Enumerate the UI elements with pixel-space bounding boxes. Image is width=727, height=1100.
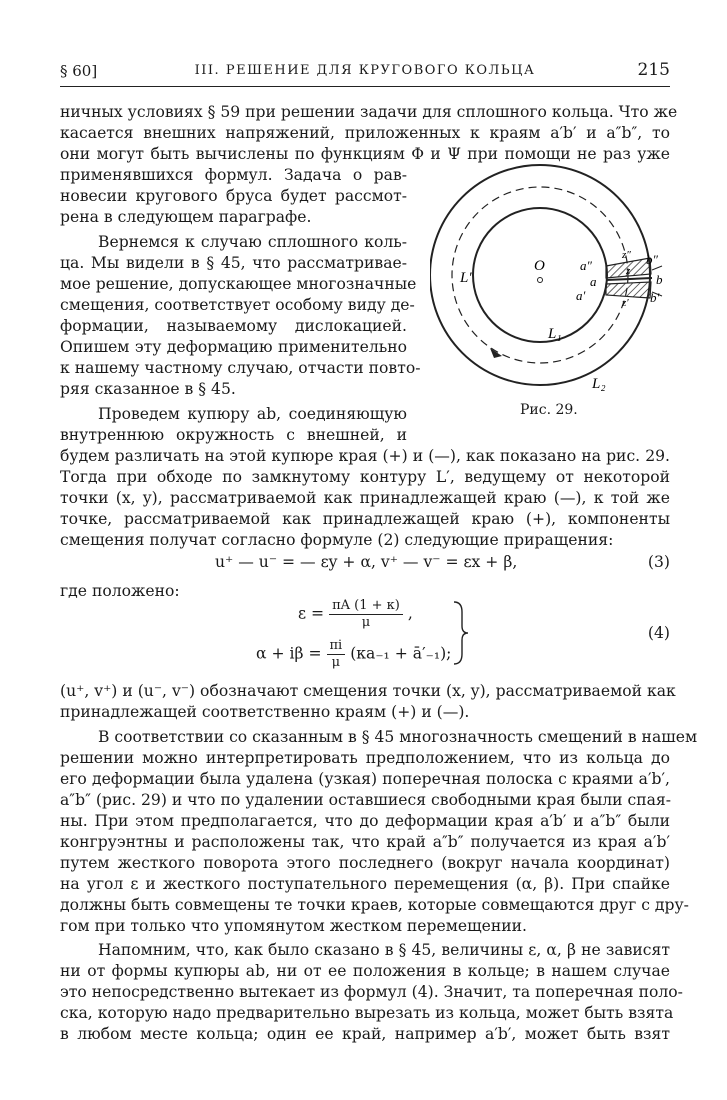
text-line: где положено: — [60, 582, 180, 600]
equation-3: u⁺ — u⁻ = — εy + α, v⁺ — v⁻ = εx + β, — [215, 553, 518, 571]
text-line: ска, которую надо предварительно вырезать из кольца, может быть взята — [60, 1004, 674, 1022]
text-line: к нашему частному случаю, отчасти повто- — [60, 359, 421, 377]
figure-29-ring-diagram — [430, 160, 680, 405]
equation-3-number: (3) — [647, 553, 670, 571]
text-line: ни от формы купюры ab, ни от ее положения в кольце; в нашем случае — [60, 962, 670, 980]
text-line: ничных условиях § 59 при решении задачи для сплошного кольца. Что же — [60, 103, 678, 121]
text-line: точке, рассматриваемой как принадлежащей краю (+), компоненты — [60, 510, 670, 528]
eq4-eps-fraction — [329, 598, 403, 631]
text-line: В соответствии со сказанным в § 45 многозначность смещений в нашем — [98, 728, 698, 746]
text-line: внутреннюю окружность с внешней, и — [60, 426, 407, 444]
label-z-prime: z′ — [622, 297, 629, 309]
text-line: мое решение, допускающее многозначные — [60, 275, 417, 293]
text-line: ряя сказанное в § 45. — [60, 380, 236, 398]
text-line: (u⁺, v⁺) и (u⁻, v⁻) обозначают смещения точки (x, y), рассматриваемой как — [60, 682, 676, 700]
running-header — [60, 62, 670, 86]
text-line: формации, называемому дислокацией. — [60, 317, 407, 335]
text-line: путем жесткого поворота этого последнего (вокруг начала координат) — [60, 854, 670, 872]
text-line: будем различать на этой купюре края (+) и (—), как показано на рис. 29. — [60, 447, 670, 465]
text-line: Напомним, что, как было сказано в § 45, величины ε, α, β не зависят — [98, 941, 670, 959]
equation-4-number: (4) — [647, 624, 670, 642]
text-line: новесии кругового бруса будет рассмот- — [60, 187, 407, 205]
label-o: O — [534, 258, 545, 274]
eq4-ab-denominator: μ — [331, 655, 341, 670]
text-line: решении можно интерпретировать предположением, что из кольца до — [60, 749, 670, 767]
text-line: Тогда при обходе по замкнутому контуру L′, ведущему от некоторой — [60, 468, 670, 486]
header-section: § 60] — [60, 62, 98, 80]
text-line: применявшихся формул. Задача о рав- — [60, 166, 407, 184]
label-b: b — [656, 272, 663, 287]
text-line: рена в следующем параграфе. — [60, 208, 312, 226]
label-l2: L₂ — [592, 376, 606, 392]
text-line: принадлежащей соответственно краям (+) и (—). — [60, 703, 470, 721]
eq4-eps-numerator: πA (1 + κ) — [329, 598, 403, 615]
header-title: III. РЕШЕНИЕ ДЛЯ КРУГОВОГО КОЛЬЦА — [194, 63, 536, 78]
text-line: они могут быть вычислены по функциям Φ и Ψ при помощи не раз уже — [60, 145, 670, 163]
header-rule — [60, 86, 670, 87]
label-z-double: z″ — [622, 249, 631, 261]
label-a: a — [590, 274, 597, 289]
text-line: конгруэнтны и расположены так, что край a″b″ получается из края a′b′ — [60, 833, 670, 851]
direction-arrow-icon — [490, 348, 502, 358]
eq4-eps-denominator: μ — [361, 615, 371, 630]
label-l-prime: L′ — [460, 270, 472, 286]
text-line: Проведем купюру ab, соединяющую — [98, 405, 407, 423]
text-line: должны быть совмещены те точки краев, которые совмещаются друг с дру- — [60, 896, 689, 914]
eq4-ab-fraction — [327, 638, 346, 671]
text-line: гом при только что упомянутом жестком перемещении. — [60, 917, 527, 935]
inner-circle — [473, 208, 607, 342]
label-a-prime: a′ — [576, 288, 586, 303]
label-b-prime: b′ — [650, 290, 660, 305]
text-line: ца. Мы видели в § 45, что рассматривае- — [60, 254, 407, 272]
eq4-eps-lhs: ε = — [298, 604, 325, 623]
label-b-double: b″ — [646, 252, 658, 267]
lower-strip — [606, 282, 651, 298]
eq4-ab-numerator: πi — [327, 638, 346, 655]
text-line: ны. При этом предполагается, что до деформации края a′b′ и a″b″ были — [60, 812, 670, 830]
figure-caption: Рис. 29. — [520, 402, 578, 418]
text-line: Вернемся к случаю сплошного коль- — [98, 233, 407, 251]
text-line: на угол ε и жесткого поступательного перемещения (α, β). При спайке — [60, 875, 670, 893]
text-line: a″b″ (рис. 29) и что по удалении оставшиеся свободными края были спая- — [60, 791, 672, 809]
label-z: z — [626, 265, 631, 277]
eq4-eps-tail: , — [407, 604, 413, 623]
text-line: касается внешних напряжений, приложенных к краям a′b′ и a″b″, то — [60, 124, 670, 142]
text-line: Опишем эту деформацию применительно — [60, 338, 407, 356]
text-line: точки (x, y), рассматриваемой как принадлежащей краю (—), к той же — [60, 489, 670, 507]
brace-icon — [450, 600, 470, 666]
label-a-double: a″ — [580, 258, 592, 273]
page-number: 215 — [637, 60, 670, 80]
text-line: это непосредственно вытекает из формул (4). Значит, та поперечная поло- — [60, 983, 683, 1001]
text-line: смещения, соответствует особому виду де- — [60, 296, 415, 314]
text-line: его деформации была удалена (узкая) поперечная полоска с краями a′b′, — [60, 770, 670, 788]
equation-4-alpha-beta — [256, 638, 451, 671]
eq4-ab-tail: (κa₋₁ + ā′₋₁); — [350, 644, 452, 663]
label-l1: L₁ — [548, 326, 562, 342]
text-line: в любом месте кольца; один ее край, например a′b′, может быть взят — [60, 1025, 670, 1043]
eq4-ab-lhs: α + iβ = — [256, 644, 322, 663]
text-line: смещения получат согласно формуле (2) следующие приращения: — [60, 531, 614, 549]
origin-point — [538, 278, 543, 283]
equation-4-eps — [298, 598, 413, 631]
contour-l-prime — [452, 187, 628, 363]
cut-ab — [606, 278, 652, 280]
